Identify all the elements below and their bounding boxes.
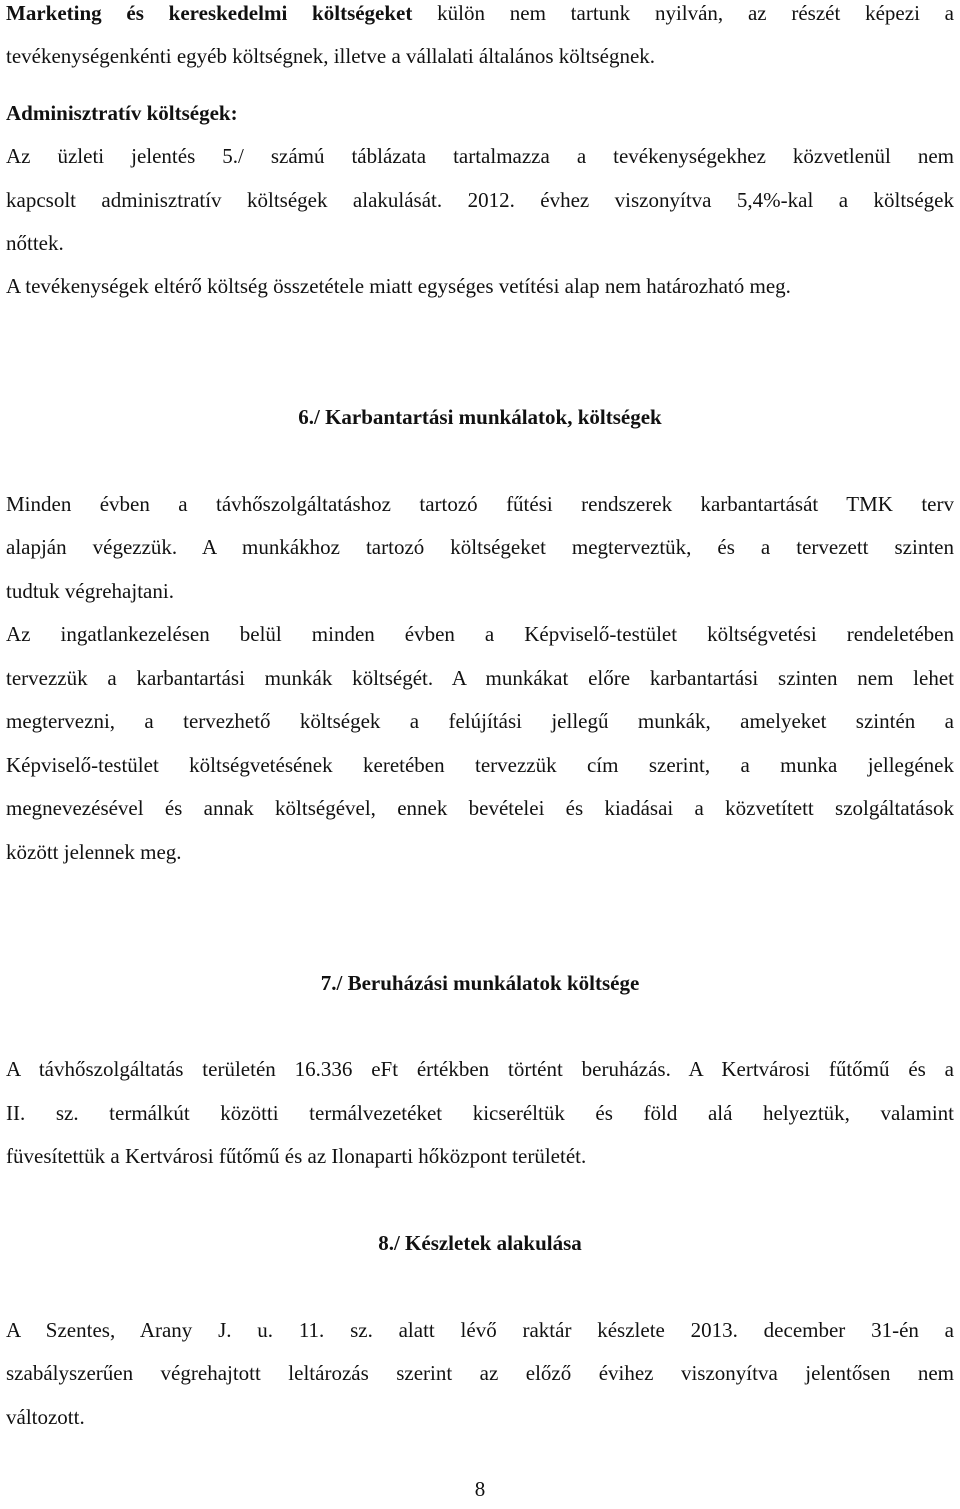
section-8-line-3: változott. <box>6 1405 85 1429</box>
section-6-p2-line-3: megtervezni, a tervezhető költségek a felújítási jellegű munkák, amelyeket szintén a <box>6 709 954 733</box>
section-6-p2-line-4: Képviselő-testület költségvetésének keretében tervezzük cím szerint, a munka jellegének <box>6 753 954 777</box>
admin-line-2: kapcsolt adminisztratív költségek alakulását. 2012. évhez viszonyítva 5,4%-kal a költségek <box>6 188 954 212</box>
admin-heading: Adminisztratív költségek: <box>6 101 238 125</box>
section-6-p2-line-1: Az ingatlankezelésen belül minden évben a Képviselő-testület költségvetési rendeletében <box>6 622 954 646</box>
intro-bold-text: Marketing és kereskedelmi költségeket <box>6 1 413 25</box>
intro-rest-text: külön nem tartunk nyilván, az részét képezi a <box>412 1 954 25</box>
section-6-p1-line-3: tudtuk végrehajtani. <box>6 579 174 603</box>
section-7-line-1: A távhőszolgáltatás területén 16.336 eFt értékben történt beruházás. A Kertvárosi fűtőmű és a <box>6 1057 954 1081</box>
intro-line-1 <box>6 0 954 27</box>
intro-line-2: tevékenységenkénti egyéb költségnek, illetve a vállalati általános költségnek. <box>6 44 656 68</box>
section-6-heading: 6./ Karbantartási munkálatok, költségek <box>298 405 662 429</box>
section-8-line-2: szabályszerűen végrehajtott leltározás szerint az előző évihez viszonyítva jelentősen nem <box>6 1361 954 1385</box>
section-7-heading: 7./ Beruházási munkálatok költsége <box>320 971 640 995</box>
section-6-p2-line-2: tervezzük a karbantartási munkák költségét. A munkákat előre karbantartási szinten nem lehet <box>6 666 954 690</box>
admin-line-4: A tevékenységek eltérő költség összetétele miatt egységes vetítési alap nem határozható meg. <box>6 274 791 298</box>
section-6-p1-line-1: Minden évben a távhőszolgáltatáshoz tartozó fűtési rendszerek karbantartását TMK terv <box>6 492 954 516</box>
section-8-line-1: A Szentes, Arany J. u. 11. sz. alatt lévő raktár készlete 2013. december 31-én a <box>6 1318 954 1342</box>
section-6-p2-line-6: között jelennek meg. <box>6 840 182 864</box>
section-7-line-2: II. sz. termálkút közötti termálvezetéket kicseréltük és föld alá helyeztük, valamint <box>6 1101 954 1125</box>
admin-line-1: Az üzleti jelentés 5./ számú táblázata tartalmazza a tevékenységekhez közvetlenül nem <box>6 144 954 168</box>
section-8-heading: 8./ Készletek alakulása <box>378 1231 582 1255</box>
section-7-line-3: füvesítettük a Kertvárosi fűtőmű és az Ilonaparti hőközpont területét. <box>6 1144 587 1168</box>
admin-line-3: nőttek. <box>6 231 64 255</box>
section-6-p2-line-5: megnevezésével és annak költségével, ennek bevételei és kiadásai a közvetített szolgáltatások <box>6 796 954 820</box>
section-6-p1-line-2: alapján végezzük. A munkákhoz tartozó költségeket megterveztük, és a tervezett szinten <box>6 535 954 559</box>
page-number: 8 <box>474 1477 486 1501</box>
